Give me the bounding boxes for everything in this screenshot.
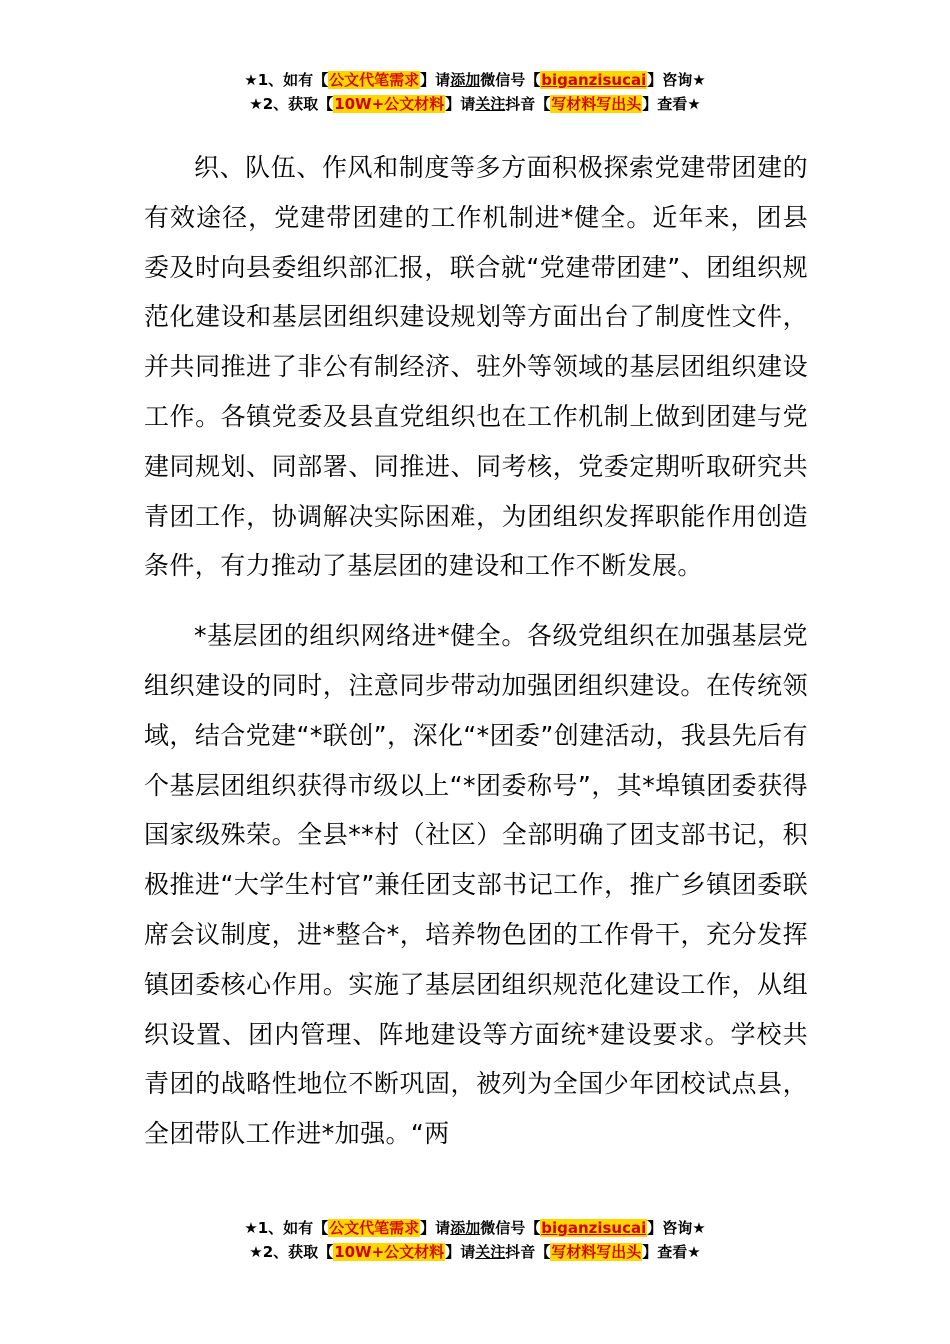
highlight-materials: 10W+公文材料 — [334, 1243, 445, 1261]
footer-banner — [0, 1216, 950, 1264]
document-body — [144, 143, 808, 1159]
banner-line-2: ★2、获取【10W+公文材料】请关注抖音【写材料写出头】查看★ — [249, 1243, 701, 1261]
highlight-materials: 10W+公文材料 — [334, 95, 445, 113]
banner-line-2: ★2、获取【10W+公文材料】请关注抖音【写材料写出头】查看★ — [249, 95, 701, 113]
header-banner — [0, 68, 950, 116]
wechat-id-link[interactable]: biganzisucai — [541, 1219, 647, 1237]
wechat-id-link[interactable]: biganzisucai — [541, 71, 647, 89]
douyin-account: 写材料写出头 — [551, 1243, 642, 1261]
paragraph-1: 织、队伍、作风和制度等多方面积极探索党建带团建的有效途径，党建带团建的工作机制进*健全。近年来，团县委及时向县委组织部汇报，联合就“党建带团建”、团组织规范化建设和基层团组织建设规划等方面出台了制度性文件，并共同推进了非公有制经济、驻外等领域的基层团组织建设工作。各镇党委及县直党组织也在工作机制上做到团建与党建同规划、同部署、同推进、同考核，党委定期听取研究共青团工作，协调解决实际困难，为团组织发挥职能作用创造条件，有力推动了基层团的建设和工作不断发展。 — [144, 153, 808, 581]
banner-line-1: ★1、如有【公文代笔需求】请添加微信号【biganzisucai】咨询★ — [244, 1219, 706, 1237]
douyin-account: 写材料写出头 — [551, 95, 642, 113]
highlight-service: 公文代笔需求 — [329, 71, 420, 89]
highlight-service: 公文代笔需求 — [329, 1219, 420, 1237]
paragraph-2: *基层团的组织网络进*健全。各级党组织在加强基层党组织建设的同时，注意同步带动加强团组织建设。在传统领域，结合党建“*联创”，深化“*团委”创建活动，我县先后有个基层团组织获得市级以上“*团委称号”，其*埠镇团委获得国家级殊荣。全县**村（社区）全部明确了团支部书记，积极推进“大学生村官”兼任团支部书记工作，推广乡镇团委联席会议制度，进*整合*，培养物色团的工作骨干，充分发挥镇团委核心作用。实施了基层团组织规范化建设工作，从组织设置、团内管理、阵地建设等方面统*建设要求。学校共青团的战略性地位不断巩固，被列为全国少年团校试点县，全团带队工作进*加强。“两 — [144, 621, 808, 1149]
banner-line-1: ★1、如有【公文代笔需求】请添加微信号【biganzisucai】咨询★ — [244, 71, 706, 89]
